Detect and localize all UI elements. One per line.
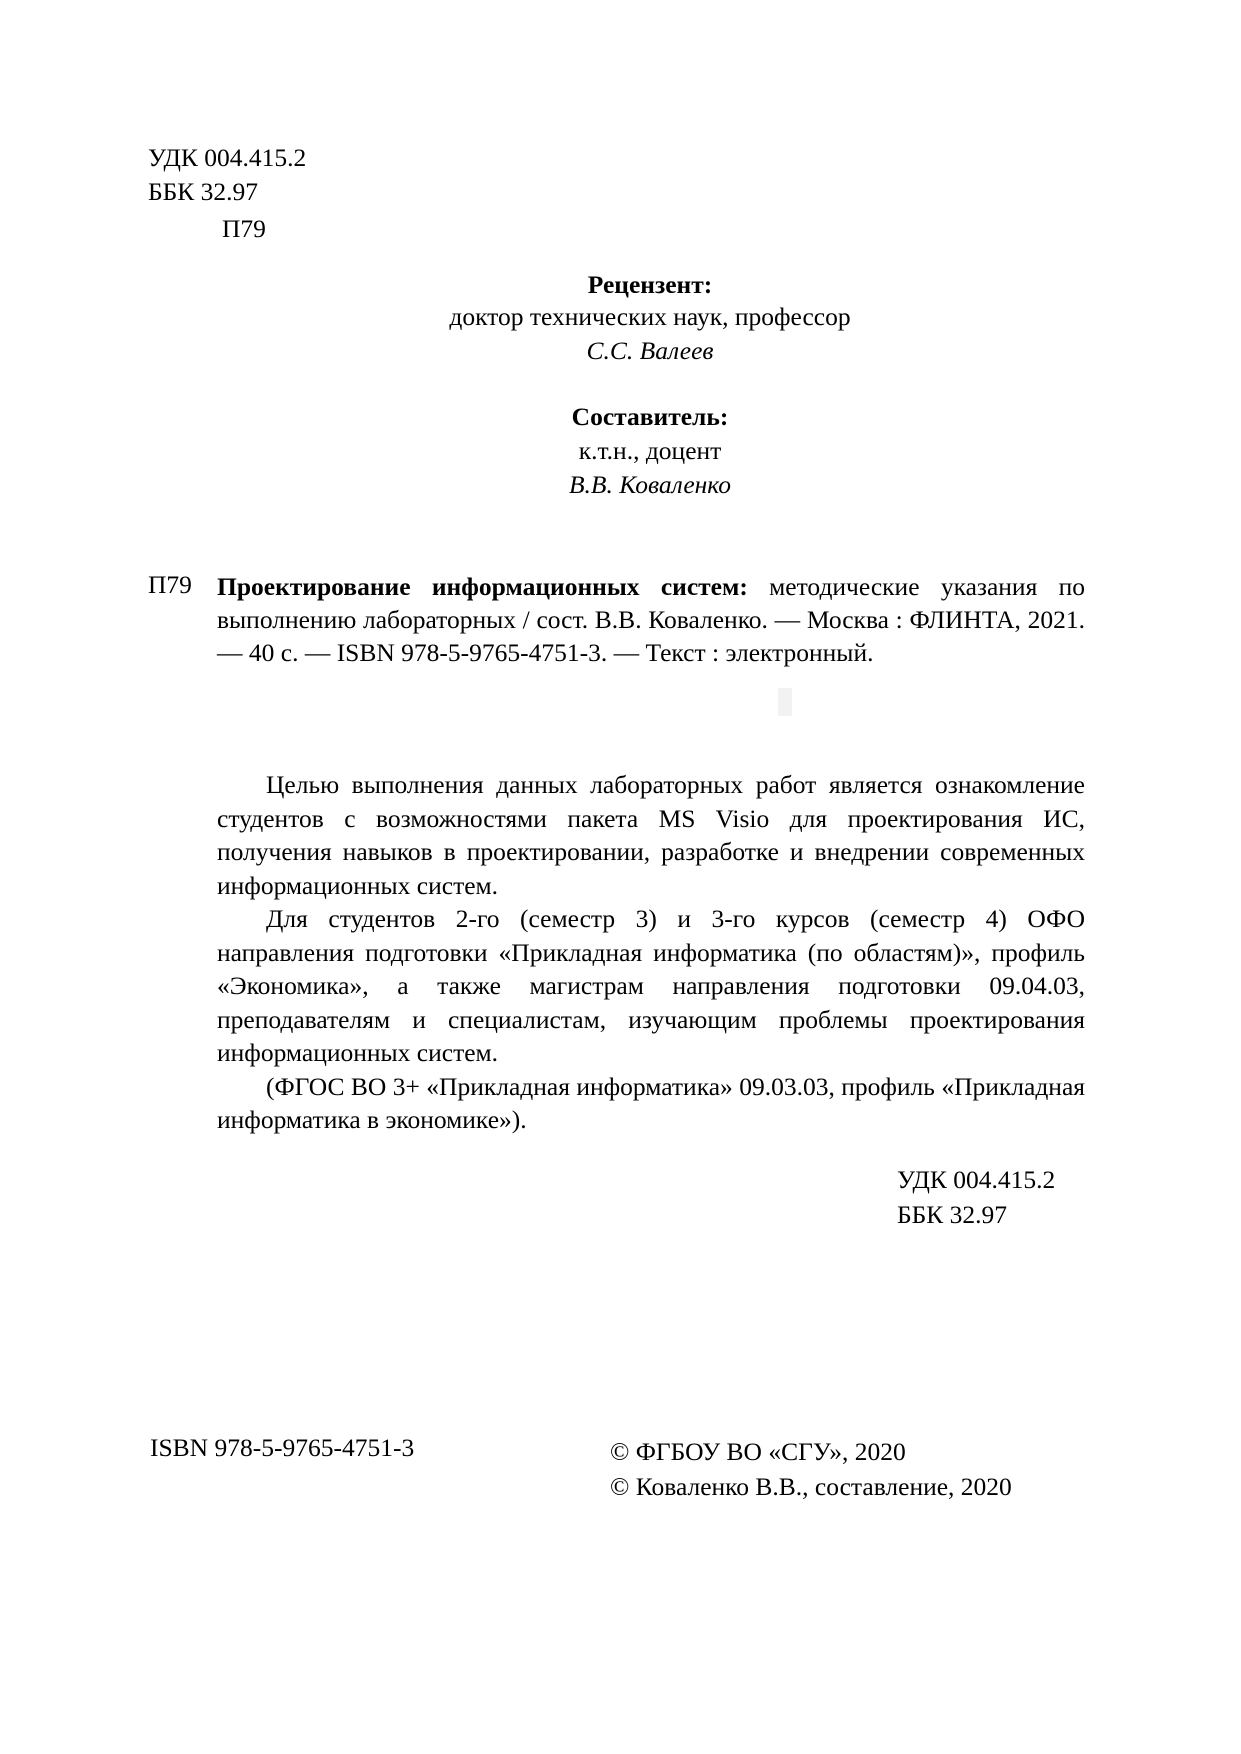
copyright-organization: © ФГБОУ ВО «СГУ», 2020 (610, 1437, 906, 1466)
udk-top: УДК 004.415.2 (148, 143, 307, 172)
bibliography-description: методические указания по выполнению лабораторных / сост. В.В. Коваленко. — Москва : ФЛИНТА, 2021. — 40 с. — ISBN 978-5-9765-4751-3. — Текст : электронный. (217, 572, 1085, 667)
bibliography-code: П79 (148, 570, 192, 599)
annotation-paragraph-standard: (ФГОС ВО 3+ «Прикладная информатика» 09.03.03, профиль «Прикладная информатика в экономике»). (217, 1071, 1085, 1134)
bibliography-entry (217, 570, 1085, 669)
bbk-bottom: ББК 32.97 (897, 1200, 1008, 1229)
compiler-name: В.В. Коваленко (568, 470, 732, 499)
annotation-paragraph-audience: Для студентов 2-го (семестр 3) и 3-го курсов (семестр 4) ОФО направления подготовки «Прикладная информатика (по областям)», профиль «Экономика», а также магистрам направления подготовки 09.04.03, преподавателям и специалистам, изучающим проблемы проектирования информационных систем. (217, 904, 1085, 1067)
isbn: ISBN 978-5-9765-4751-3 (150, 1433, 415, 1462)
reviewer-title: доктор технических наук, профессор (449, 302, 851, 331)
bbk-top: ББК 32.97 (148, 177, 259, 206)
author-code-top: П79 (222, 214, 266, 243)
bibliography-title: Проектирование информационных систем: (217, 572, 748, 601)
reviewer-name: С.С. Валеев (586, 336, 714, 365)
compiler-title: к.т.н., доцент (578, 436, 722, 465)
udk-bottom: УДК 004.415.2 (897, 1165, 1056, 1194)
annotation (217, 768, 1085, 1137)
compiler-heading: Составитель: (571, 402, 729, 431)
scan-artifact (778, 688, 792, 716)
annotation-paragraph-goal: Целью выполнения данных лабораторных работ является ознакомление студентов с возможностями пакета MS Visio для проектирования ИС, получения навыков в проектировании, разработке и внедрении современных информационных систем. (217, 770, 1085, 900)
reviewer-heading: Рецензент: (587, 270, 713, 299)
copyright-author: © Коваленко В.В., составление, 2020 (610, 1472, 1012, 1501)
